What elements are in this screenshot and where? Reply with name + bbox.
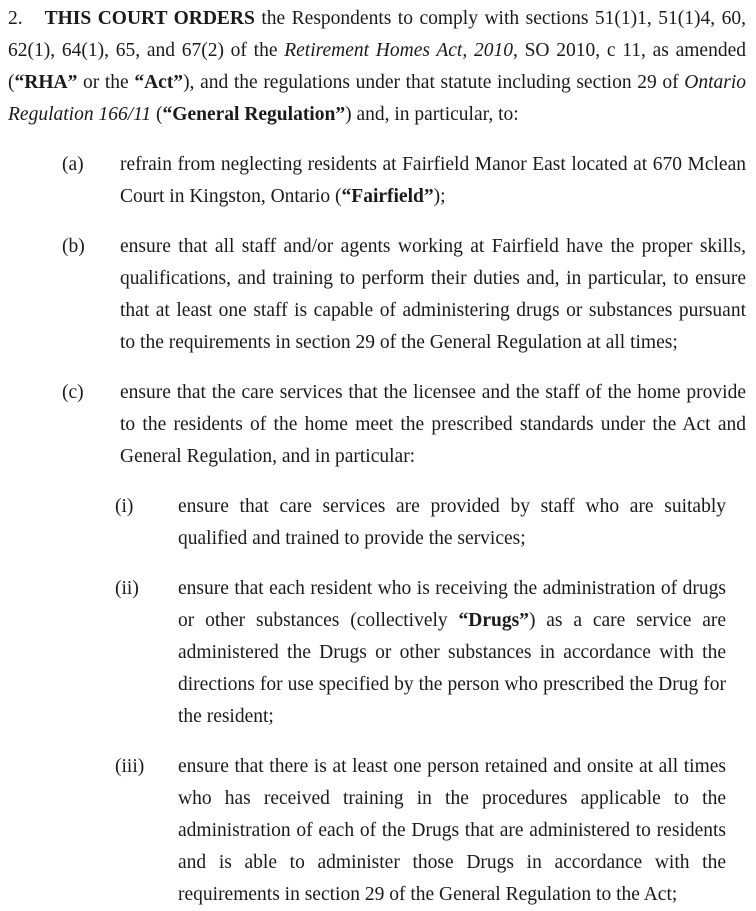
- order-item-a: [62, 149, 746, 213]
- order-paragraph-2: [8, 3, 746, 131]
- item-c-text: ensure that the care services that the licensee and the staff of the home provide to the residents of the home meet the prescribed standards under the Act and General Regulation, and in particular:: [120, 382, 746, 467]
- item-a-label: (a): [62, 154, 84, 175]
- order-item-c: [62, 377, 746, 473]
- paragraph-2-text: THIS COURT ORDERS the Respondents to comply with sections 51(1)1, 51(1)4, 60, 62(1), 64(1), 65, and 67(2) of the Retirement Homes Act, 2010, SO 2010, c 11, as amended (“RHA” or the “Act”), and the regulations under that statute including section 29 of Ontario Regulation 166/11 (“General Regulation”) and, in particular, to:: [8, 8, 746, 125]
- item-c-label: (c): [62, 382, 84, 403]
- order-item-ii: [115, 573, 746, 733]
- order-item-b: [62, 231, 746, 359]
- item-b-text: ensure that all staff and/or agents working at Fairfield have the proper skills, qualifications, and training to perform their duties and, in particular, to ensure that at least one staff is capable of administering drugs or substances pursuant to the requirements in section 29 of the General Regulation at all times;: [120, 236, 746, 353]
- item-ii-text: ensure that each resident who is receiving the administration of drugs or other substances (collectively “Drugs”) as a care service are administered the Drugs or other substances in accordance with the directions for use specified by the person who prescribed the Drug for the resident;: [178, 578, 726, 727]
- item-ii-label: (ii): [115, 578, 139, 599]
- order-item-iii: [115, 751, 746, 911]
- item-i-text: ensure that care services are provided by staff who are suitably qualified and trained to provide the services;: [178, 496, 726, 549]
- item-i-label: (i): [115, 496, 134, 517]
- item-iii-label: (iii): [115, 756, 145, 777]
- item-b-label: (b): [62, 236, 85, 257]
- paragraph-number: 2.: [8, 8, 23, 29]
- item-iii-text: ensure that there is at least one person retained and onsite at all times who has received training in the procedures applicable to the administration of each of the Drugs that are administered to residents and is able to administer those Drugs in accordance with the requirements in section 29 of the General Regulation to the Act;: [178, 756, 726, 905]
- item-a-text: refrain from neglecting residents at Fairfield Manor East located at 670 Mclean Court in Kingston, Ontario (“Fairfield”);: [120, 154, 746, 207]
- order-item-i: [115, 491, 746, 555]
